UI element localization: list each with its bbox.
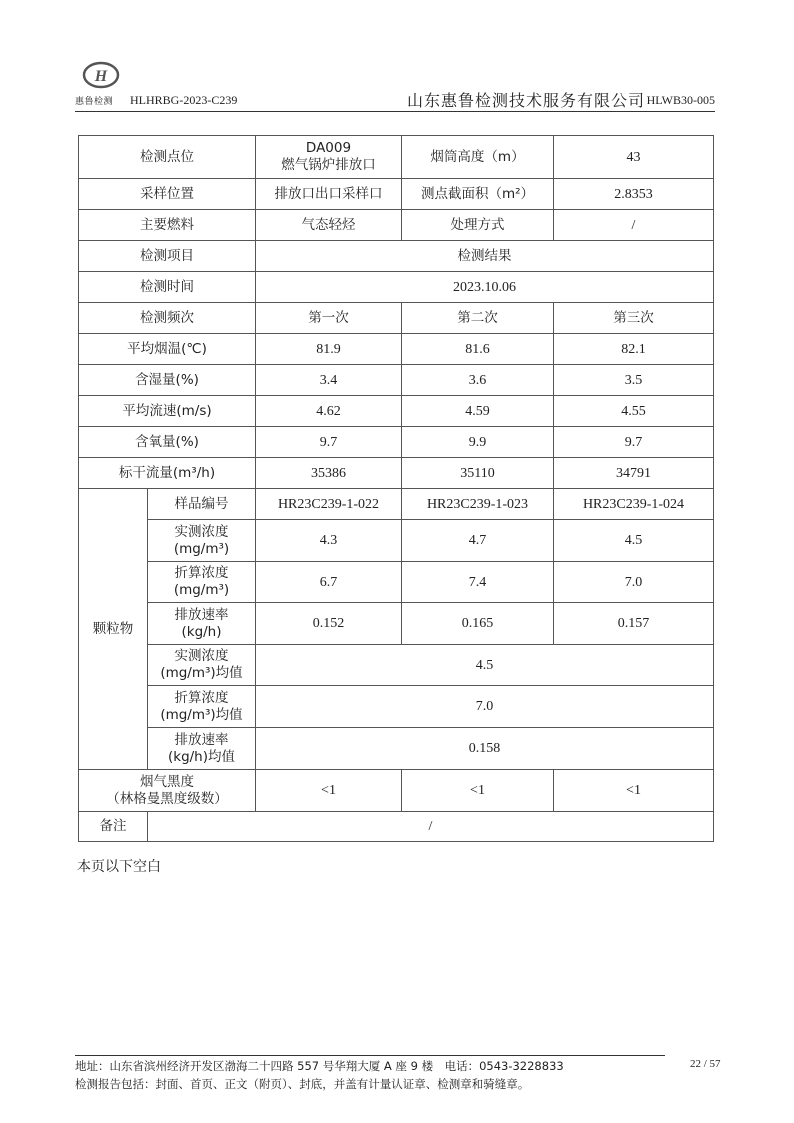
- smoke-value: <1: [402, 770, 554, 812]
- label-line: 烟气黑度: [140, 773, 194, 790]
- row-value: 4.59: [402, 396, 554, 427]
- time-label: 检测时间: [79, 272, 256, 303]
- row-value: 34791: [554, 458, 714, 489]
- remark-value: /: [148, 812, 714, 842]
- label-line: (mg/m³)均值: [160, 665, 243, 681]
- freq-label: 检测频次: [79, 303, 256, 334]
- result-label: 检测结果: [256, 241, 714, 272]
- form-number: HLWB30-005: [646, 93, 715, 107]
- label-line: (mg/m³)均值: [160, 706, 243, 723]
- height-label: 烟筒高度（m）: [402, 136, 554, 179]
- smoke-label: [79, 770, 256, 812]
- header-divider: [75, 111, 715, 112]
- footer-divider: [75, 1055, 665, 1056]
- table-row: [79, 645, 714, 686]
- table-row: [79, 303, 714, 334]
- sample-id: HR23C239-1-023: [402, 489, 554, 520]
- svg-text:H: H: [94, 68, 108, 85]
- label-line: 排放速率: [174, 731, 229, 748]
- row-value: 9.7: [256, 427, 402, 458]
- rate-value: 0.157: [554, 603, 714, 645]
- results-table: [78, 135, 714, 842]
- point-name: 燃气锅炉排放口: [281, 157, 376, 173]
- row-label: 平均烟温(℃): [79, 334, 256, 365]
- height-value: 43: [554, 136, 714, 179]
- measured-value: 4.3: [256, 520, 402, 562]
- label-line: 排放速率: [174, 606, 229, 623]
- measured-avg-value: 4.5: [256, 645, 714, 686]
- row-value: 3.5: [554, 365, 714, 396]
- row-value: 35110: [402, 458, 554, 489]
- measured-value: 4.7: [402, 520, 554, 562]
- row-value: 3.6: [402, 365, 554, 396]
- table-row: [79, 396, 714, 427]
- point-label: 检测点位: [79, 136, 256, 179]
- table-row: [79, 179, 714, 210]
- footer-address: 地址：山东省滨州经济开发区渤海二十四路 557 号华翔大厦 A 座 9 楼 电话：0543-3228833: [75, 1059, 564, 1073]
- label-line: (kg/h): [181, 623, 222, 640]
- report-number: HLHRBG-2023-C239: [130, 93, 238, 107]
- row-value: 9.7: [554, 427, 714, 458]
- area-label: 测点截面积（m²）: [402, 179, 554, 210]
- row-value: 3.4: [256, 365, 402, 396]
- label-line: (kg/h)均值: [167, 748, 236, 765]
- table-row: [79, 812, 714, 842]
- freq-1: 第一次: [256, 303, 402, 334]
- logo-text: 惠鲁检测: [75, 97, 114, 107]
- table-row: [79, 210, 714, 241]
- rate-avg-value: 0.158: [256, 728, 714, 770]
- row-value: 81.9: [256, 334, 402, 365]
- location-value: 排放口出口采样口: [256, 179, 402, 210]
- rate-value: 0.152: [256, 603, 402, 645]
- measured-label: [148, 520, 256, 562]
- point-value: [256, 136, 402, 179]
- point-code: DA009: [305, 140, 352, 156]
- table-row: [79, 520, 714, 562]
- label-line: 折算浓度: [174, 565, 229, 581]
- smoke-value: <1: [256, 770, 402, 812]
- fuel-label: 主要燃料: [79, 210, 256, 241]
- rate-value: 0.165: [402, 603, 554, 645]
- table-row: [79, 728, 714, 770]
- converted-avg-label: [148, 686, 256, 728]
- label-line: (mg/m³): [173, 582, 230, 598]
- converted-avg-value: 7.0: [256, 686, 714, 728]
- sample-id: HR23C239-1-022: [256, 489, 402, 520]
- location-label: 采样位置: [79, 179, 256, 210]
- table-row: [79, 770, 714, 812]
- row-label: 含氧量(%): [79, 427, 256, 458]
- page-header: [75, 58, 715, 110]
- label-line: (mg/m³): [173, 540, 230, 557]
- area-value: 2.8353: [554, 179, 714, 210]
- particulate-group-label: 颗粒物: [79, 489, 148, 770]
- row-value: 4.55: [554, 396, 714, 427]
- sample-id: HR23C239-1-024: [554, 489, 714, 520]
- logo-icon: [81, 58, 121, 92]
- table-row: [79, 334, 714, 365]
- label-line: 实测浓度: [174, 648, 229, 664]
- table-row: [79, 458, 714, 489]
- row-label: 平均流速(m/s): [79, 396, 256, 427]
- label-line: 折算浓度: [174, 689, 229, 706]
- label-line: 实测浓度: [174, 523, 229, 540]
- table-row: [79, 603, 714, 645]
- converted-value: 6.7: [256, 562, 402, 603]
- table-row: [79, 562, 714, 603]
- company-logo: [75, 58, 127, 106]
- converted-value: 7.0: [554, 562, 714, 603]
- row-value: 35386: [256, 458, 402, 489]
- table-row: [79, 686, 714, 728]
- converted-value: 7.4: [402, 562, 554, 603]
- row-value: 9.9: [402, 427, 554, 458]
- measured-avg-label: [148, 645, 256, 686]
- page-number: 22 / 57: [690, 1058, 721, 1070]
- sample-label: 样品编号: [148, 489, 256, 520]
- row-label: 含湿量(%): [79, 365, 256, 396]
- label-line: （林格曼黑度级数）: [106, 790, 228, 807]
- footer-contents: 检测报告包括：封面、首页、正文（附页）、封底，并盖有计量认证章、检测章和骑缝章。: [75, 1077, 530, 1091]
- treatment-label: 处理方式: [402, 210, 554, 241]
- row-label: 标干流量(m³/h): [79, 458, 256, 489]
- table-row: [79, 365, 714, 396]
- table-row: [79, 427, 714, 458]
- fuel-value: 气态轻烃: [256, 210, 402, 241]
- company-name: 山东惠鲁检测技术服务有限公司: [406, 91, 645, 110]
- time-value: 2023.10.06: [256, 272, 714, 303]
- rate-label: [148, 603, 256, 645]
- row-value: 81.6: [402, 334, 554, 365]
- table-row: [79, 489, 714, 520]
- rate-avg-label: [148, 728, 256, 770]
- converted-label: [148, 562, 256, 603]
- table-row: [79, 272, 714, 303]
- row-value: 82.1: [554, 334, 714, 365]
- freq-2: 第二次: [402, 303, 554, 334]
- smoke-value: <1: [554, 770, 714, 812]
- table-row: [79, 136, 714, 179]
- freq-3: 第三次: [554, 303, 714, 334]
- item-label: 检测项目: [79, 241, 256, 272]
- remark-label: 备注: [79, 812, 148, 842]
- treatment-value: /: [554, 210, 714, 241]
- blank-note: 本页以下空白: [77, 859, 161, 875]
- table-row: [79, 241, 714, 272]
- row-value: 4.62: [256, 396, 402, 427]
- measured-value: 4.5: [554, 520, 714, 562]
